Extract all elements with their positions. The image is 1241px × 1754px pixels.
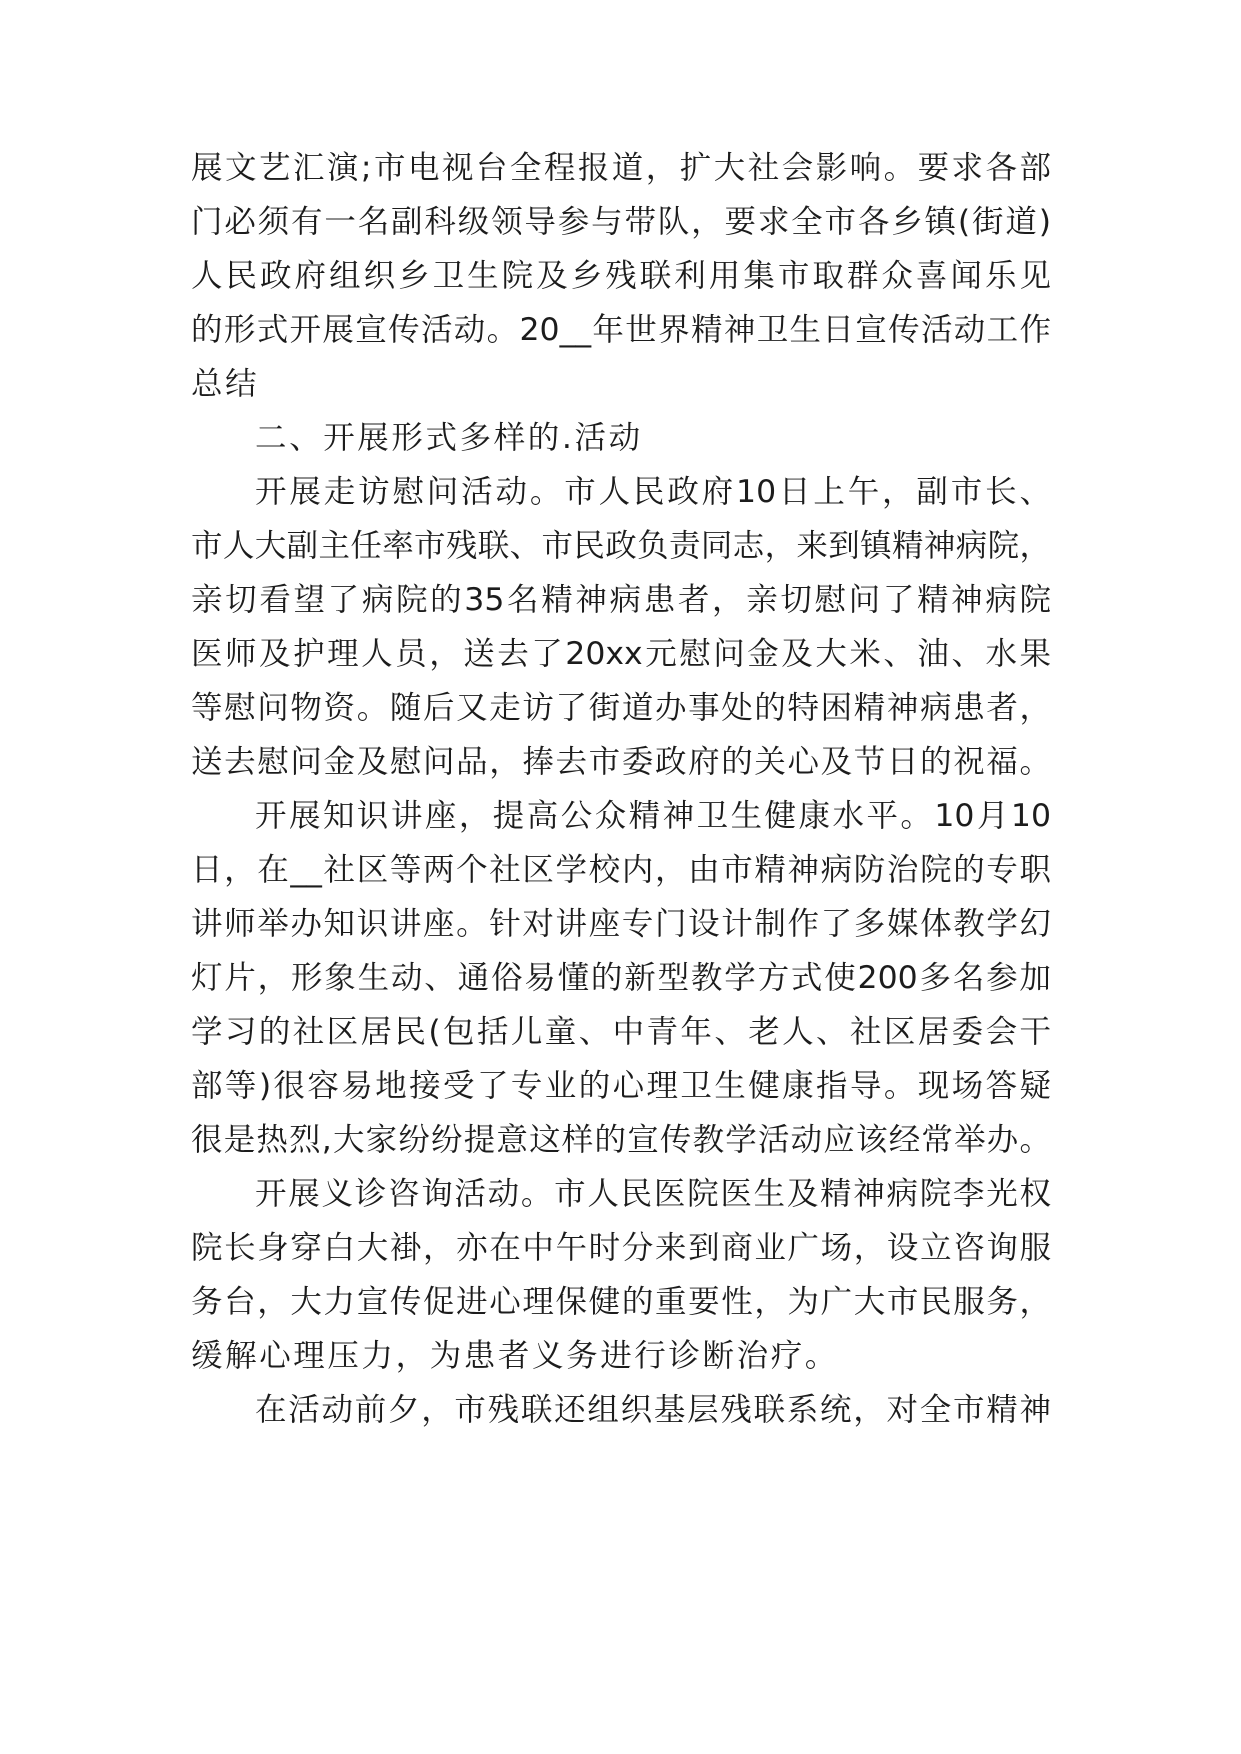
text-line: 送去慰问金及慰问品，捧去市委政府的关心及节日的祝福。: [191, 744, 1051, 780]
text-line: 缓解心理压力，为患者义务进行诊断治疗。: [191, 1338, 839, 1374]
text-line: 务台，大力宣传促进心理保健的重要性，为广大市民服务，: [191, 1284, 1051, 1320]
text-line: 讲师举办知识讲座。针对讲座专门设计制作了多媒体教学幻: [191, 906, 1051, 942]
text-line: 门必须有一名副科级领导参与带队，要求全市各乡镇(街道): [191, 204, 1051, 240]
text-line: 很是热烈,大家纷纷提意这样的宣传教学活动应该经常举办。: [191, 1122, 1051, 1158]
text-line: 亲切看望了病院的35名精神病患者，亲切慰问了精神病院: [191, 582, 1051, 618]
text-line: 等慰问物资。随后又走访了街道办事处的特困精神病患者，: [191, 690, 1051, 726]
text-line: 开展义诊咨询活动。市人民医院医生及精神病院李光权: [255, 1176, 1051, 1212]
text-line: 日，在__社区等两个社区学校内，由市精神病防治院的专职: [191, 852, 1051, 888]
text-line: 灯片，形象生动、通俗易懂的新型教学方式使200多名参加: [191, 960, 1051, 996]
text-line: 开展走访慰问活动。市人民政府10日上午，副市长、: [255, 474, 1051, 510]
text-line: 的形式开展宣传活动。20__年世界精神卫生日宣传活动工作: [191, 312, 1051, 348]
section-heading: 二、开展形式多样的.活动: [255, 420, 643, 456]
text-line: 人民政府组织乡卫生院及乡残联利用集市取群众喜闻乐见: [191, 258, 1051, 294]
text-line: 总结: [191, 366, 260, 402]
text-line: 市人大副主任率市残联、市民政负责同志，来到镇精神病院，: [191, 528, 1051, 564]
text-line: 开展知识讲座，提高公众精神卫生健康水平。10月10: [255, 798, 1051, 834]
text-line: 展文艺汇演;市电视台全程报道，扩大社会影响。要求各部: [191, 150, 1051, 186]
text-line: 院长身穿白大褂，亦在中午时分来到商业广场，设立咨询服: [191, 1230, 1051, 1266]
text-line: 在活动前夕，市残联还组织基层残联系统，对全市精神: [255, 1392, 1051, 1428]
text-line: 医师及护理人员，送去了20xx元慰问金及大米、油、水果: [191, 636, 1051, 672]
text-line: 部等)很容易地接受了专业的心理卫生健康指导。现场答疑: [191, 1068, 1051, 1104]
text-line: 学习的社区居民(包括儿童、中青年、老人、社区居委会干: [191, 1014, 1051, 1050]
